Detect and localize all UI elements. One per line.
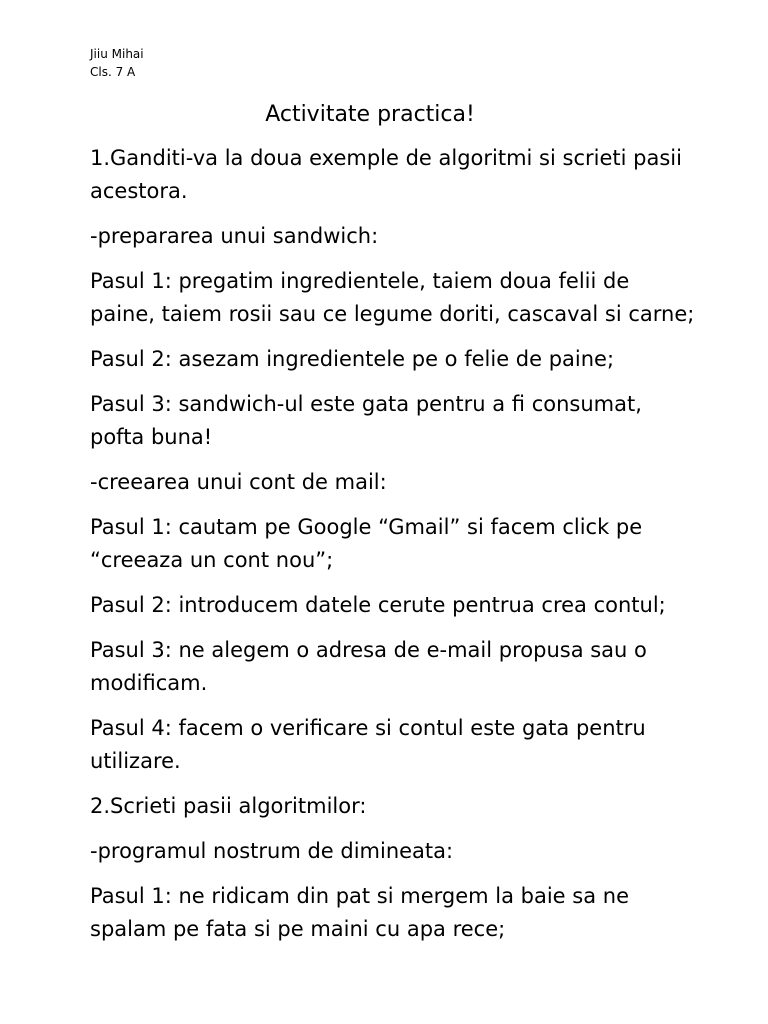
paragraph-mail-step-3: Pasul 3: ne alegem o adresa de e-mail propusa sau o modificam.: [90, 638, 647, 695]
paragraph-sandwich-step-1: Pasul 1: pregatim ingredientele, taiem doua felii de paine, taiem rosii sau ce legume doriti, cascaval si carne;: [90, 269, 695, 326]
document-body: [90, 142, 700, 958]
paragraph-mail-step-4: Pasul 4: facem o verificare si contul este gata pentru utilizare.: [90, 716, 646, 773]
author-name: Jiiu Mihai: [90, 47, 144, 61]
paragraph-task-2: 2.Scrieti pasii algoritmilor:: [90, 794, 367, 818]
paragraph-sandwich-step-2: Pasul 2: asezam ingredientele pe o felie de paine;: [90, 347, 615, 371]
paragraph-sandwich-heading: -prepararea unui sandwich:: [90, 224, 379, 248]
paragraph-morning-step-1: Pasul 1: ne ridicam din pat si mergem la baie sa ne spalam pe fata si pe maini cu apa rece;: [90, 884, 629, 941]
paragraph-sandwich-step-3: Pasul 3: sandwich-ul este gata pentru a fi consumat, pofta buna!: [90, 392, 642, 449]
paragraph-task-1: 1.Ganditi-va la doua exemple de algoritmi si scrieti pasii acestora.: [90, 146, 682, 203]
paragraph-mail-heading: -creearea unui cont de mail:: [90, 470, 387, 494]
paragraph-mail-step-1: Pasul 1: cautam pe Google “Gmail” si facem click pe “creeaza un cont nou”;: [90, 515, 643, 572]
document-header: [90, 45, 144, 81]
document-title: Activitate practica!: [265, 102, 475, 127]
paragraph-mail-step-2: Pasul 2: introducem datele cerute pentrua crea contul;: [90, 593, 666, 617]
class-label: Cls. 7 A: [90, 65, 136, 79]
paragraph-morning-heading: -programul nostrum de dimineata:: [90, 839, 454, 863]
